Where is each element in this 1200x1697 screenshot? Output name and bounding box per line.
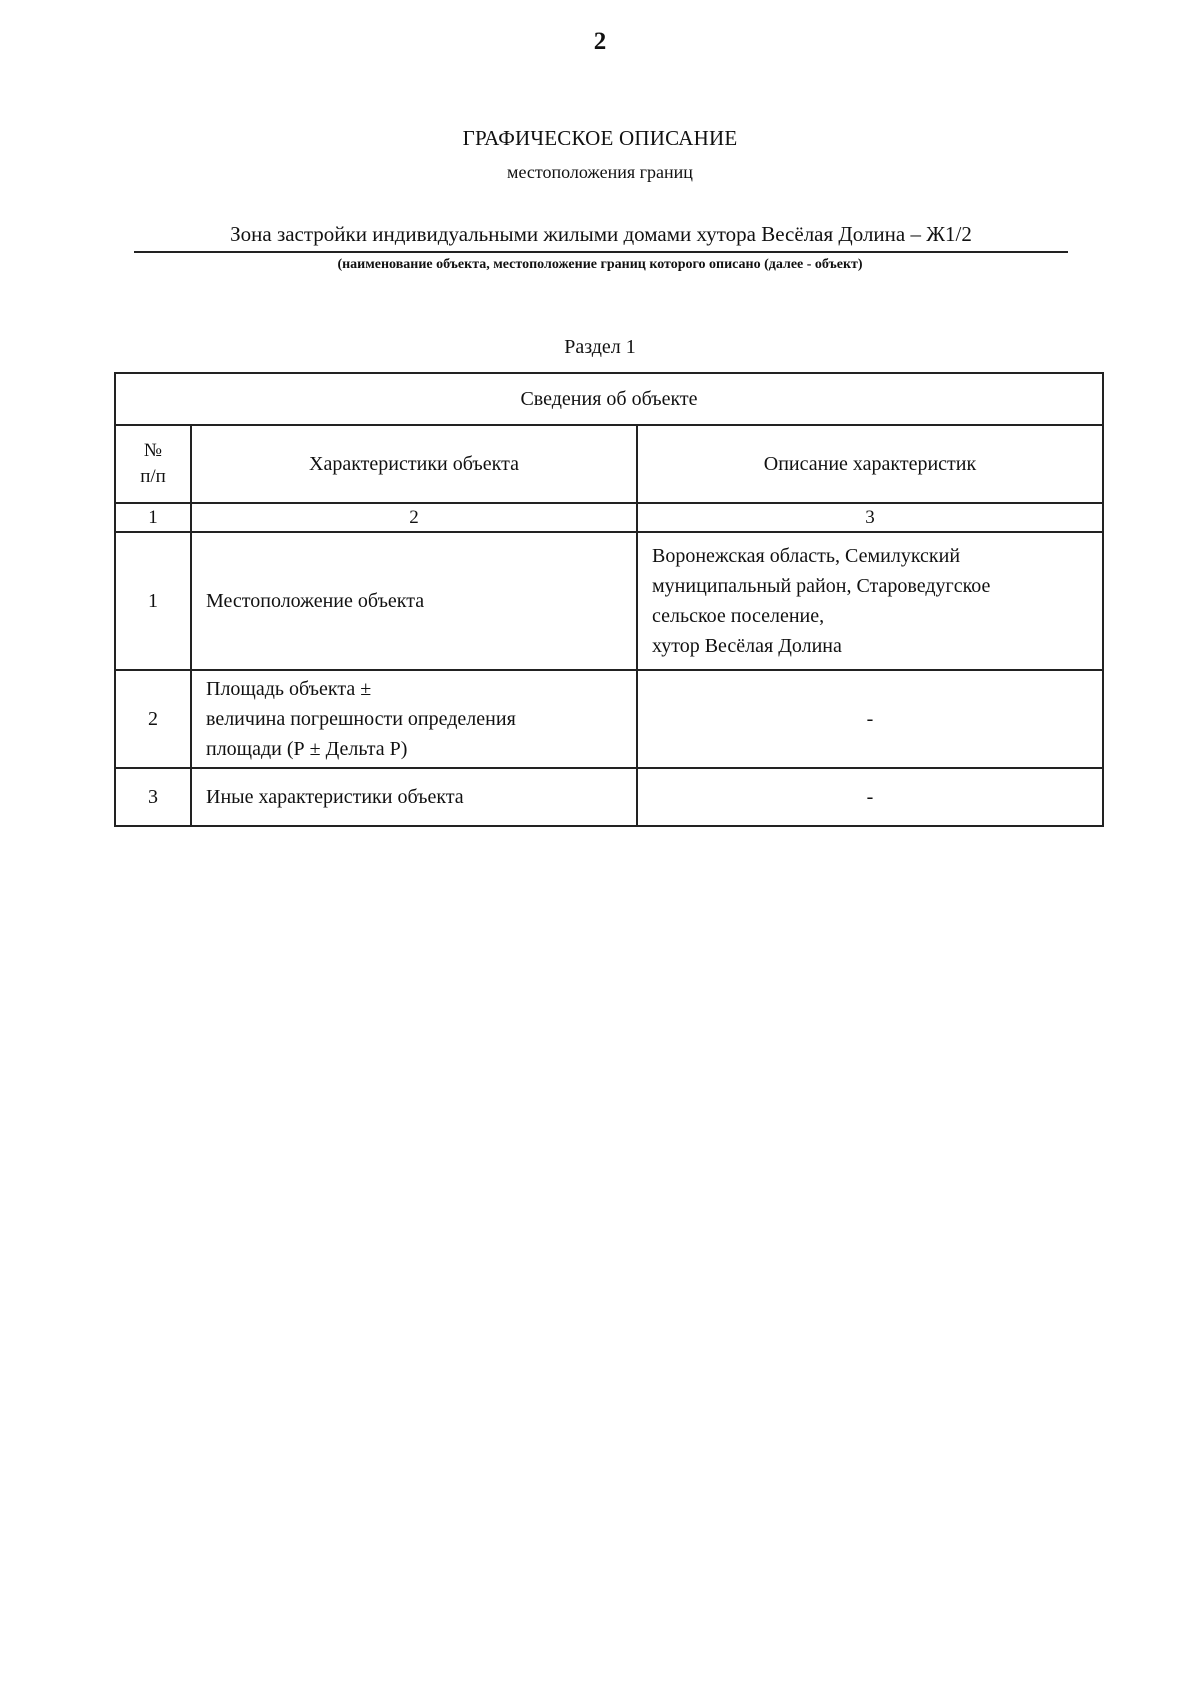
row-characteristic	[191, 532, 637, 670]
characteristic-line: Местоположение объекта	[206, 589, 425, 612]
object-info-table	[114, 372, 1104, 827]
description-line: муниципальный район, Староведугское	[652, 575, 991, 597]
row-description	[637, 532, 1103, 670]
document-title: ГРАФИЧЕСКОЕ ОПИСАНИЕ	[462, 126, 738, 150]
row-number: 3	[115, 768, 191, 826]
header-description: Описание характеристик	[637, 425, 1103, 503]
description-line: сельское поселение,	[652, 605, 825, 627]
page-number: 2	[593, 28, 607, 55]
table-header-row	[115, 425, 1103, 503]
description-line: Воронежская область, Семилукский	[652, 545, 961, 567]
column-number-2: 2	[191, 503, 637, 532]
row-characteristic	[191, 670, 637, 768]
characteristic-line: величина погрешности определения	[206, 708, 516, 730]
description-line: -	[866, 785, 874, 808]
table-row	[115, 670, 1103, 768]
table-row	[115, 768, 1103, 826]
header-number	[115, 425, 191, 503]
characteristic-line: Иные характеристики объекта	[206, 785, 464, 808]
row-number: 1	[115, 532, 191, 670]
column-number-3: 3	[637, 503, 1103, 532]
characteristic-line: площади (Р ± Дельта Р)	[206, 738, 408, 760]
document-subtitle: местоположения границ	[507, 162, 693, 182]
header-number-line-2: п/п	[140, 466, 166, 487]
object-name: Зона застройки индивидуальными жилыми домами хутора Весёлая Долина – Ж1/2	[134, 222, 1068, 253]
section-title: Раздел 1	[564, 336, 636, 358]
header-number-line-1: №	[143, 440, 163, 461]
row-description	[637, 670, 1103, 768]
column-number-row	[115, 503, 1103, 532]
row-number: 2	[115, 670, 191, 768]
column-number-1: 1	[115, 503, 191, 532]
characteristic-line: Площадь объекта ±	[206, 678, 372, 700]
row-characteristic	[191, 768, 637, 826]
table-title: Сведения об объекте	[115, 373, 1103, 425]
table-title-row	[115, 373, 1103, 425]
header-characteristics: Характеристики объекта	[191, 425, 637, 503]
table-row	[115, 532, 1103, 670]
object-name-caption: (наименование объекта, местоположение границ которого описано (далее - объект)	[337, 257, 863, 272]
description-line: -	[866, 707, 874, 730]
row-description	[637, 768, 1103, 826]
description-line: хутор Весёлая Долина	[652, 635, 842, 657]
